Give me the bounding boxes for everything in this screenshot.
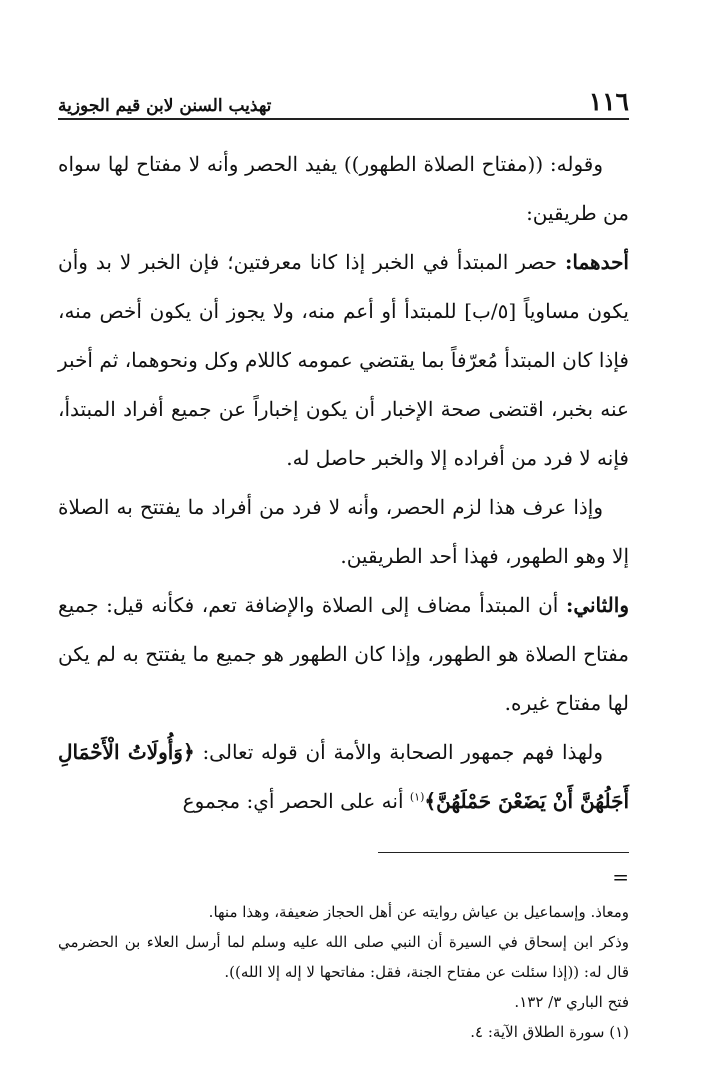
page-header [58,70,629,120]
quran-verse: ﴿وَأُولَاتُ الْأَحْمَالِ أَجَلُهُنَّ أَنْ يَضَعْنَ حَمْلَهُنَّ﴾ [58,740,629,813]
paragraph-4-text: أن المبتدأ مضاف إلى الصلاة والإضافة تعم، فكأنه قيل: جميع مفتاح الصلاة هو الطهور، وإذا كان الطهور هو جميع ما يفتتح به لم يكن لها مفتاح غيره. [58,593,629,715]
running-title: تهذيب السنن لابن قيم الجوزية [58,96,272,116]
paragraph-5 [58,728,629,826]
paragraph-3-text: وإذا عرف هذا لزم الحصر، وأنه لا فرد من أفراد ما يفتتح به الصلاة إلا وهو الطهور، فهذا أحد الطريقين. [58,495,629,568]
second-way-label: والثاني: [565,593,629,617]
paragraph-1 [58,140,629,238]
main-text [58,140,629,826]
footnote-line-2: وذكر ابن إسحاق في السيرة أن النبي صلى الله عليه وسلم لما أرسل العلاء بن الحضرمي قال له: ((إذا سئلت عن مفتاح الجنة، فقل: مفاتحها لا إله إلا الله)). [58,933,629,981]
footnote-ref-1[interactable]: (١) [409,790,425,804]
footnote-line-3: فتح الباري ٣/ ١٣٢. [514,993,629,1011]
paragraph-5-text-a: ولهذا فهم جمهور الصحابة والأمة أن قوله تعالى: [194,740,604,764]
first-way-label: أحدهما: [564,250,629,274]
paragraph-2-text: حصر المبتدأ في الخبر إذا كانا معرفتين؛ فإن الخبر لا بد وأن يكون مساوياً [٥/ب] للمبتدأ أو أعم منه، ولا يجوز أن يكون أخص منه، فإذا كان المبتدأ مُعرّفاً بما يقتضي عمومه كاللام وكل ونحوهما، ثم أخبر عنه بخبر، اقتضى صحة الإخبار أن يكون إخباراً عن جميع أفراد المبتدأ، فإنه لا فرد من أفراده إلا والخبر حاصل له. [58,250,629,470]
footnote-line-4: (١) سورة الطلاق الآية: ٤. [470,1023,629,1041]
footnote-line-1: ومعاذ. وإسماعيل بن عياش روايته عن أهل الحجاز ضعيفة، وهذا منها. [208,903,629,921]
page-number: ١١٦ [588,87,629,116]
paragraph-4 [58,581,629,728]
footnote-continued-mark: = [612,865,629,889]
paragraph-3 [58,483,629,581]
paragraph-5-text-b: أنه على الحصر أي: مجموع [182,789,410,813]
footnotes [58,897,629,1047]
book-page [58,70,629,1089]
paragraph-2 [58,238,629,483]
footnote-separator [378,852,629,853]
paragraph-1-text: وقوله: ((مفتاح الصلاة الطهور)) يفيد الحصر وأنه لا مفتاح لها سواه من طريقين: [58,152,629,225]
